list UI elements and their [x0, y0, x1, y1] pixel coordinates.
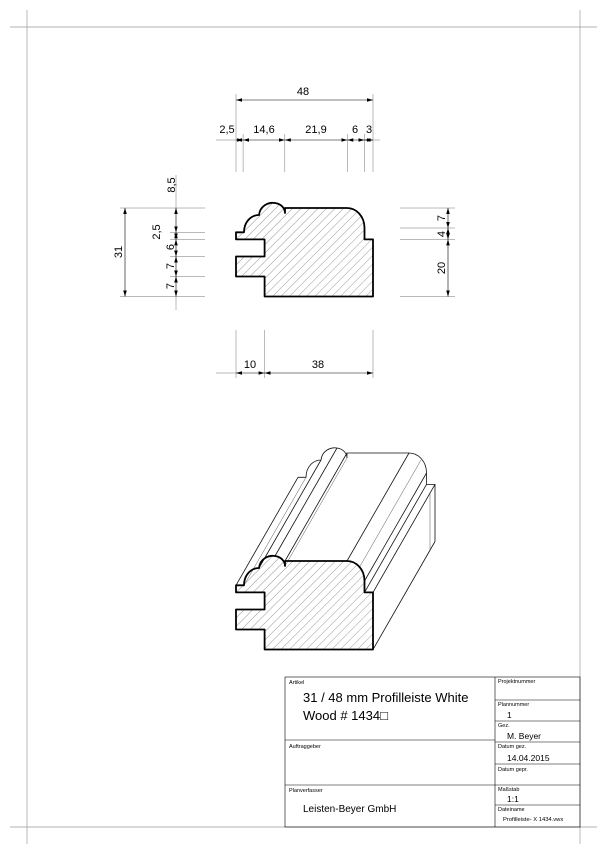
dimension-label: 7: [436, 214, 448, 222]
dateiname-value: Profilleiste- X 1434.vwx: [503, 817, 564, 823]
massstab-label: Maßstab: [498, 787, 520, 793]
projektnummer-label: Projektnummer: [498, 679, 536, 685]
datum-gez-value: 14.04.2015: [507, 753, 550, 763]
top-dimensions: [216, 86, 380, 172]
dimension-label: 2,5: [151, 224, 163, 240]
title-block: [285, 677, 580, 827]
left-dimensions: [113, 175, 205, 310]
extrusion-edge: [365, 484, 427, 592]
front-view: [113, 86, 455, 378]
extrusion-edge: [285, 458, 347, 566]
massstab-value: 1:1: [507, 794, 519, 804]
plannummer-label: Plannummer: [498, 702, 530, 708]
dimension-label: 6: [351, 124, 359, 136]
isometric-front-face: [236, 556, 373, 650]
dimension-label: 38: [311, 359, 325, 371]
dimension-label: 6: [165, 243, 177, 251]
artikel-label: Artikel: [289, 680, 305, 686]
extrusion-edge: [275, 448, 337, 556]
planverfasser-label: Planverfasser: [289, 788, 323, 794]
dimension-label: 10: [243, 359, 257, 371]
isometric-view: [236, 448, 435, 650]
dimension-label: 4: [436, 230, 448, 238]
dimension-label: 21,9: [305, 124, 327, 136]
extrusion-edge: [365, 473, 427, 581]
dimension-label: 20: [436, 261, 448, 275]
dimension-label: 7: [165, 282, 177, 290]
extrusion-edge: [359, 460, 421, 568]
profile-section: [236, 203, 373, 297]
extrusion-edge: [347, 453, 409, 561]
datum-gez-label: Datum gez.: [498, 744, 527, 750]
bottom-dimensions: [216, 330, 373, 378]
gez-value: M. Beyer: [507, 731, 542, 741]
dimension-label: 2,5: [219, 124, 235, 136]
dimension-label: 14,6: [253, 124, 275, 136]
dateiname-label: Dateiname: [498, 807, 525, 813]
auftraggeber-label: Auftraggeber: [289, 744, 321, 750]
dimension-label: 3: [365, 124, 373, 136]
artikel-title-line2: Wood # 1434□: [303, 708, 388, 723]
extrusion-edge: [373, 484, 435, 592]
plannummer-value: 1: [507, 710, 512, 720]
right-dimensions: [400, 208, 455, 297]
dimension-label: 7: [165, 262, 177, 270]
gez-label: Gez.: [498, 723, 510, 729]
datum-gepr-label: Datum gepr.: [498, 767, 528, 773]
planverfasser-value: Leisten-Beyer GmbH: [303, 804, 397, 815]
dimension-label: 8,5: [166, 177, 178, 193]
dimension-total-height: 31: [113, 245, 125, 259]
artikel-title-line1: 31 / 48 mm Profilleiste White: [303, 690, 469, 705]
extrusion-edge: [373, 542, 435, 650]
dimension-total-width: 48: [296, 86, 310, 98]
